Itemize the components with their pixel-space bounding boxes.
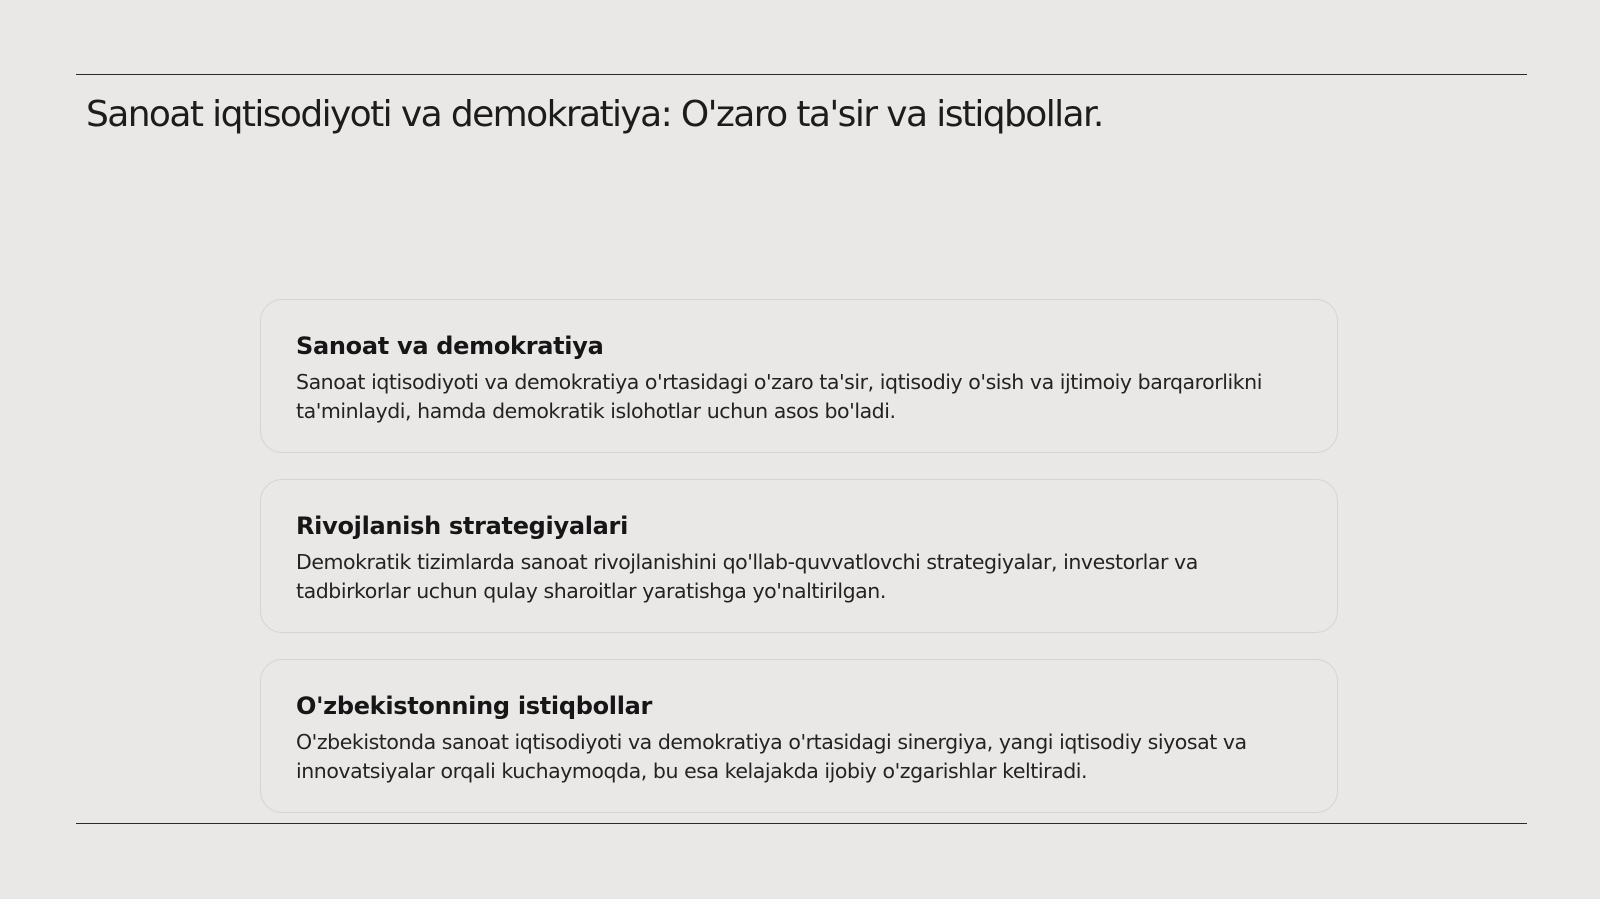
card-title: Sanoat va demokratiya [296,332,604,360]
card-text: O'zbekistonda sanoat iqtisodiyoti va demokratiya o'rtasidagi sinergiya, yangi iqtisodiy siyosat va innovatsiyalar orqali kuchaymoqda, bu esa kelajakda ijobiy o'zgarishlar keltiradi. [296,730,1247,783]
card-title: O'zbekistonning istiqbollar [296,692,653,720]
slide-title: Sanoat iqtisodiyoti va demokratiya: O'zaro ta'sir va istiqbollar. [86,94,1103,135]
top-divider [76,74,1527,75]
card-sanoat-va-demokratiya [260,299,1338,453]
bottom-divider [76,823,1527,824]
card-title: Rivojlanish strategiyalari [296,512,628,540]
card-rivojlanish-strategiyalari [260,479,1338,633]
card-text: Demokratik tizimlarda sanoat rivojlanishini qo'llab-quvvatlovchi strategiyalar, investorlar va tadbirkorlar uchun qulay sharoitlar yaratishga yo'naltirilgan. [296,550,1198,603]
card-ozbekiston-istiqbollar [260,659,1338,813]
card-text: Sanoat iqtisodiyoti va demokratiya o'rtasidagi o'zaro ta'sir, iqtisodiy o'sish va ijtimoiy barqarorlikni ta'minlaydi, hamda demokratik islohotlar uchun asos bo'ladi. [296,370,1262,423]
